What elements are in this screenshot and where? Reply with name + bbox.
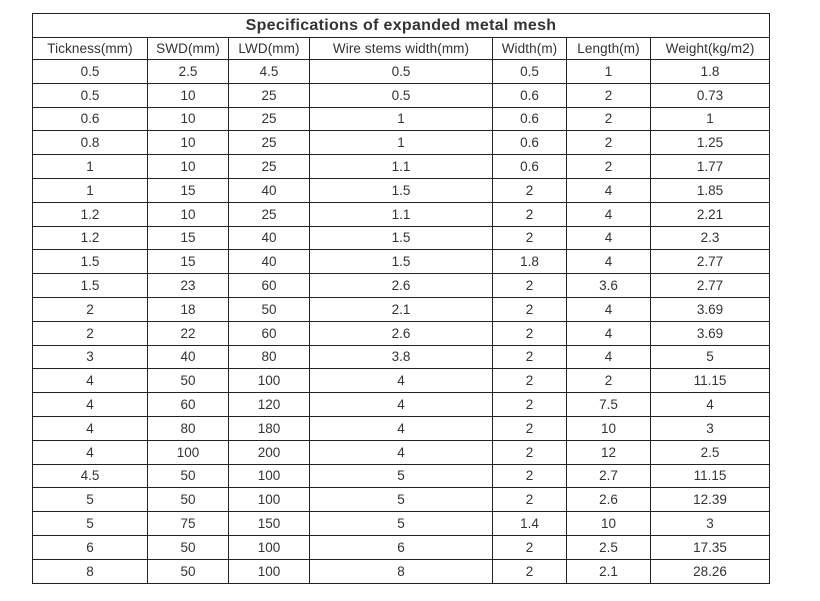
- table-row: [33, 202, 770, 226]
- cell-swd: 40: [148, 345, 229, 369]
- cell-length: 4: [567, 250, 651, 274]
- cell-lwd: 100: [229, 488, 310, 512]
- cell-width: 2: [493, 416, 567, 440]
- column-header-weight: Weight(kg/m2): [651, 38, 770, 60]
- table-title: Specifications of expanded metal mesh: [33, 14, 770, 38]
- cell-weight: 0.73: [651, 83, 770, 107]
- cell-wire-stems-width: 2.6: [310, 321, 493, 345]
- table-row: [33, 369, 770, 393]
- cell-swd: 10: [148, 107, 229, 131]
- cell-wire-stems-width: 0.5: [310, 60, 493, 84]
- cell-width: 0.5: [493, 60, 567, 84]
- cell-width: 2: [493, 440, 567, 464]
- cell-swd: 100: [148, 440, 229, 464]
- cell-length: 2: [567, 369, 651, 393]
- cell-length: 12: [567, 440, 651, 464]
- cell-lwd: 100: [229, 535, 310, 559]
- cell-swd: 10: [148, 202, 229, 226]
- cell-wire-stems-width: 1.1: [310, 155, 493, 179]
- cell-length: 2.7: [567, 464, 651, 488]
- cell-width: 2: [493, 488, 567, 512]
- cell-lwd: 60: [229, 321, 310, 345]
- column-header-swd: SWD(mm): [148, 38, 229, 60]
- table-row: [33, 488, 770, 512]
- cell-length: 2: [567, 107, 651, 131]
- cell-lwd: 120: [229, 393, 310, 417]
- cell-thickness: 3: [33, 345, 148, 369]
- cell-thickness: 5: [33, 488, 148, 512]
- cell-lwd: 100: [229, 464, 310, 488]
- cell-wire-stems-width: 1.1: [310, 202, 493, 226]
- cell-swd: 15: [148, 178, 229, 202]
- cell-swd: 10: [148, 83, 229, 107]
- cell-weight: 11.15: [651, 369, 770, 393]
- cell-lwd: 40: [229, 226, 310, 250]
- cell-lwd: 60: [229, 274, 310, 298]
- cell-lwd: 100: [229, 559, 310, 583]
- table-row: [33, 297, 770, 321]
- cell-weight: 1.77: [651, 155, 770, 179]
- cell-length: 4: [567, 226, 651, 250]
- cell-weight: 2.5: [651, 440, 770, 464]
- cell-weight: 2.77: [651, 274, 770, 298]
- cell-thickness: 8: [33, 559, 148, 583]
- cell-swd: 15: [148, 250, 229, 274]
- cell-wire-stems-width: 1: [310, 107, 493, 131]
- cell-width: 2: [493, 321, 567, 345]
- table-row: [33, 178, 770, 202]
- cell-swd: 60: [148, 393, 229, 417]
- header-row: [33, 38, 770, 60]
- cell-swd: 75: [148, 512, 229, 536]
- table-row: [33, 155, 770, 179]
- cell-thickness: 1: [33, 178, 148, 202]
- cell-length: 7.5: [567, 393, 651, 417]
- cell-width: 0.6: [493, 155, 567, 179]
- table-row: [33, 60, 770, 84]
- cell-thickness: 0.5: [33, 83, 148, 107]
- cell-length: 10: [567, 416, 651, 440]
- cell-thickness: 4.5: [33, 464, 148, 488]
- cell-weight: 1.8: [651, 60, 770, 84]
- cell-lwd: 25: [229, 83, 310, 107]
- cell-thickness: 4: [33, 440, 148, 464]
- cell-width: 2: [493, 393, 567, 417]
- cell-lwd: 180: [229, 416, 310, 440]
- cell-swd: 23: [148, 274, 229, 298]
- cell-lwd: 25: [229, 107, 310, 131]
- cell-lwd: 100: [229, 369, 310, 393]
- table-row: [33, 535, 770, 559]
- cell-lwd: 4.5: [229, 60, 310, 84]
- cell-wire-stems-width: 6: [310, 535, 493, 559]
- cell-weight: 3.69: [651, 297, 770, 321]
- cell-swd: 10: [148, 131, 229, 155]
- cell-lwd: 25: [229, 155, 310, 179]
- cell-wire-stems-width: 1.5: [310, 178, 493, 202]
- table-row: [33, 512, 770, 536]
- cell-length: 4: [567, 321, 651, 345]
- cell-wire-stems-width: 4: [310, 369, 493, 393]
- cell-swd: 80: [148, 416, 229, 440]
- column-header-wire-stems-width: Wire stems width(mm): [310, 38, 493, 60]
- cell-weight: 3.69: [651, 321, 770, 345]
- cell-width: 0.6: [493, 107, 567, 131]
- cell-thickness: 2: [33, 321, 148, 345]
- cell-length: 4: [567, 178, 651, 202]
- cell-wire-stems-width: 5: [310, 464, 493, 488]
- cell-width: 2: [493, 464, 567, 488]
- cell-weight: 3: [651, 512, 770, 536]
- cell-length: 10: [567, 512, 651, 536]
- cell-length: 2.6: [567, 488, 651, 512]
- cell-weight: 1: [651, 107, 770, 131]
- cell-lwd: 50: [229, 297, 310, 321]
- cell-length: 2.1: [567, 559, 651, 583]
- cell-width: 2: [493, 274, 567, 298]
- cell-width: 2: [493, 369, 567, 393]
- cell-thickness: 5: [33, 512, 148, 536]
- cell-length: 1: [567, 60, 651, 84]
- cell-length: 4: [567, 202, 651, 226]
- table-row: [33, 393, 770, 417]
- cell-thickness: 1.5: [33, 274, 148, 298]
- cell-thickness: 4: [33, 393, 148, 417]
- cell-lwd: 200: [229, 440, 310, 464]
- cell-length: 4: [567, 345, 651, 369]
- cell-swd: 50: [148, 488, 229, 512]
- cell-swd: 50: [148, 559, 229, 583]
- table-body: [33, 60, 770, 584]
- cell-swd: 15: [148, 226, 229, 250]
- cell-wire-stems-width: 2.1: [310, 297, 493, 321]
- cell-thickness: 6: [33, 535, 148, 559]
- cell-lwd: 80: [229, 345, 310, 369]
- column-header-width: Width(m): [493, 38, 567, 60]
- table-row: [33, 416, 770, 440]
- cell-swd: 2.5: [148, 60, 229, 84]
- cell-swd: 10: [148, 155, 229, 179]
- cell-wire-stems-width: 5: [310, 488, 493, 512]
- table-row: [33, 440, 770, 464]
- cell-weight: 3: [651, 416, 770, 440]
- cell-thickness: 4: [33, 369, 148, 393]
- cell-thickness: 1.5: [33, 250, 148, 274]
- cell-width: 0.6: [493, 83, 567, 107]
- cell-lwd: 40: [229, 250, 310, 274]
- cell-weight: 1.85: [651, 178, 770, 202]
- cell-width: 2: [493, 226, 567, 250]
- cell-length: 4: [567, 297, 651, 321]
- table-row: [33, 226, 770, 250]
- cell-thickness: 0.8: [33, 131, 148, 155]
- cell-wire-stems-width: 3.8: [310, 345, 493, 369]
- table-row: [33, 131, 770, 155]
- cell-wire-stems-width: 2.6: [310, 274, 493, 298]
- cell-width: 1.4: [493, 512, 567, 536]
- cell-swd: 22: [148, 321, 229, 345]
- column-header-length: Length(m): [567, 38, 651, 60]
- cell-weight: 2.3: [651, 226, 770, 250]
- cell-lwd: 25: [229, 131, 310, 155]
- spec-table: [32, 13, 770, 584]
- table-row: [33, 83, 770, 107]
- cell-wire-stems-width: 4: [310, 416, 493, 440]
- table-row: [33, 559, 770, 583]
- cell-weight: 11.15: [651, 464, 770, 488]
- column-header-thickness: Tickness(mm): [33, 38, 148, 60]
- cell-wire-stems-width: 5: [310, 512, 493, 536]
- cell-wire-stems-width: 1.5: [310, 226, 493, 250]
- cell-lwd: 25: [229, 202, 310, 226]
- cell-swd: 50: [148, 535, 229, 559]
- cell-length: 2: [567, 131, 651, 155]
- cell-weight: 5: [651, 345, 770, 369]
- cell-swd: 50: [148, 369, 229, 393]
- cell-thickness: 4: [33, 416, 148, 440]
- title-row: [33, 14, 770, 38]
- cell-thickness: 1.2: [33, 226, 148, 250]
- cell-wire-stems-width: 4: [310, 393, 493, 417]
- table-row: [33, 464, 770, 488]
- table-row: [33, 250, 770, 274]
- cell-width: 2: [493, 178, 567, 202]
- cell-length: 2: [567, 83, 651, 107]
- cell-weight: 1.25: [651, 131, 770, 155]
- column-header-lwd: LWD(mm): [229, 38, 310, 60]
- cell-thickness: 0.6: [33, 107, 148, 131]
- cell-weight: 28.26: [651, 559, 770, 583]
- cell-weight: 12.39: [651, 488, 770, 512]
- cell-width: 0.6: [493, 131, 567, 155]
- cell-thickness: 1.2: [33, 202, 148, 226]
- cell-width: 1.8: [493, 250, 567, 274]
- cell-weight: 2.21: [651, 202, 770, 226]
- cell-wire-stems-width: 4: [310, 440, 493, 464]
- cell-width: 2: [493, 297, 567, 321]
- table-row: [33, 107, 770, 131]
- table-row: [33, 321, 770, 345]
- cell-wire-stems-width: 0.5: [310, 83, 493, 107]
- cell-width: 2: [493, 345, 567, 369]
- cell-wire-stems-width: 8: [310, 559, 493, 583]
- cell-length: 2.5: [567, 535, 651, 559]
- cell-wire-stems-width: 1: [310, 131, 493, 155]
- cell-wire-stems-width: 1.5: [310, 250, 493, 274]
- cell-thickness: 1: [33, 155, 148, 179]
- cell-thickness: 2: [33, 297, 148, 321]
- cell-swd: 50: [148, 464, 229, 488]
- table-row: [33, 345, 770, 369]
- cell-swd: 18: [148, 297, 229, 321]
- cell-lwd: 150: [229, 512, 310, 536]
- cell-width: 2: [493, 559, 567, 583]
- cell-weight: 4: [651, 393, 770, 417]
- cell-thickness: 0.5: [33, 60, 148, 84]
- cell-weight: 2.77: [651, 250, 770, 274]
- cell-length: 2: [567, 155, 651, 179]
- table-row: [33, 274, 770, 298]
- cell-length: 3.6: [567, 274, 651, 298]
- cell-lwd: 40: [229, 178, 310, 202]
- cell-width: 2: [493, 202, 567, 226]
- cell-weight: 17.35: [651, 535, 770, 559]
- cell-width: 2: [493, 535, 567, 559]
